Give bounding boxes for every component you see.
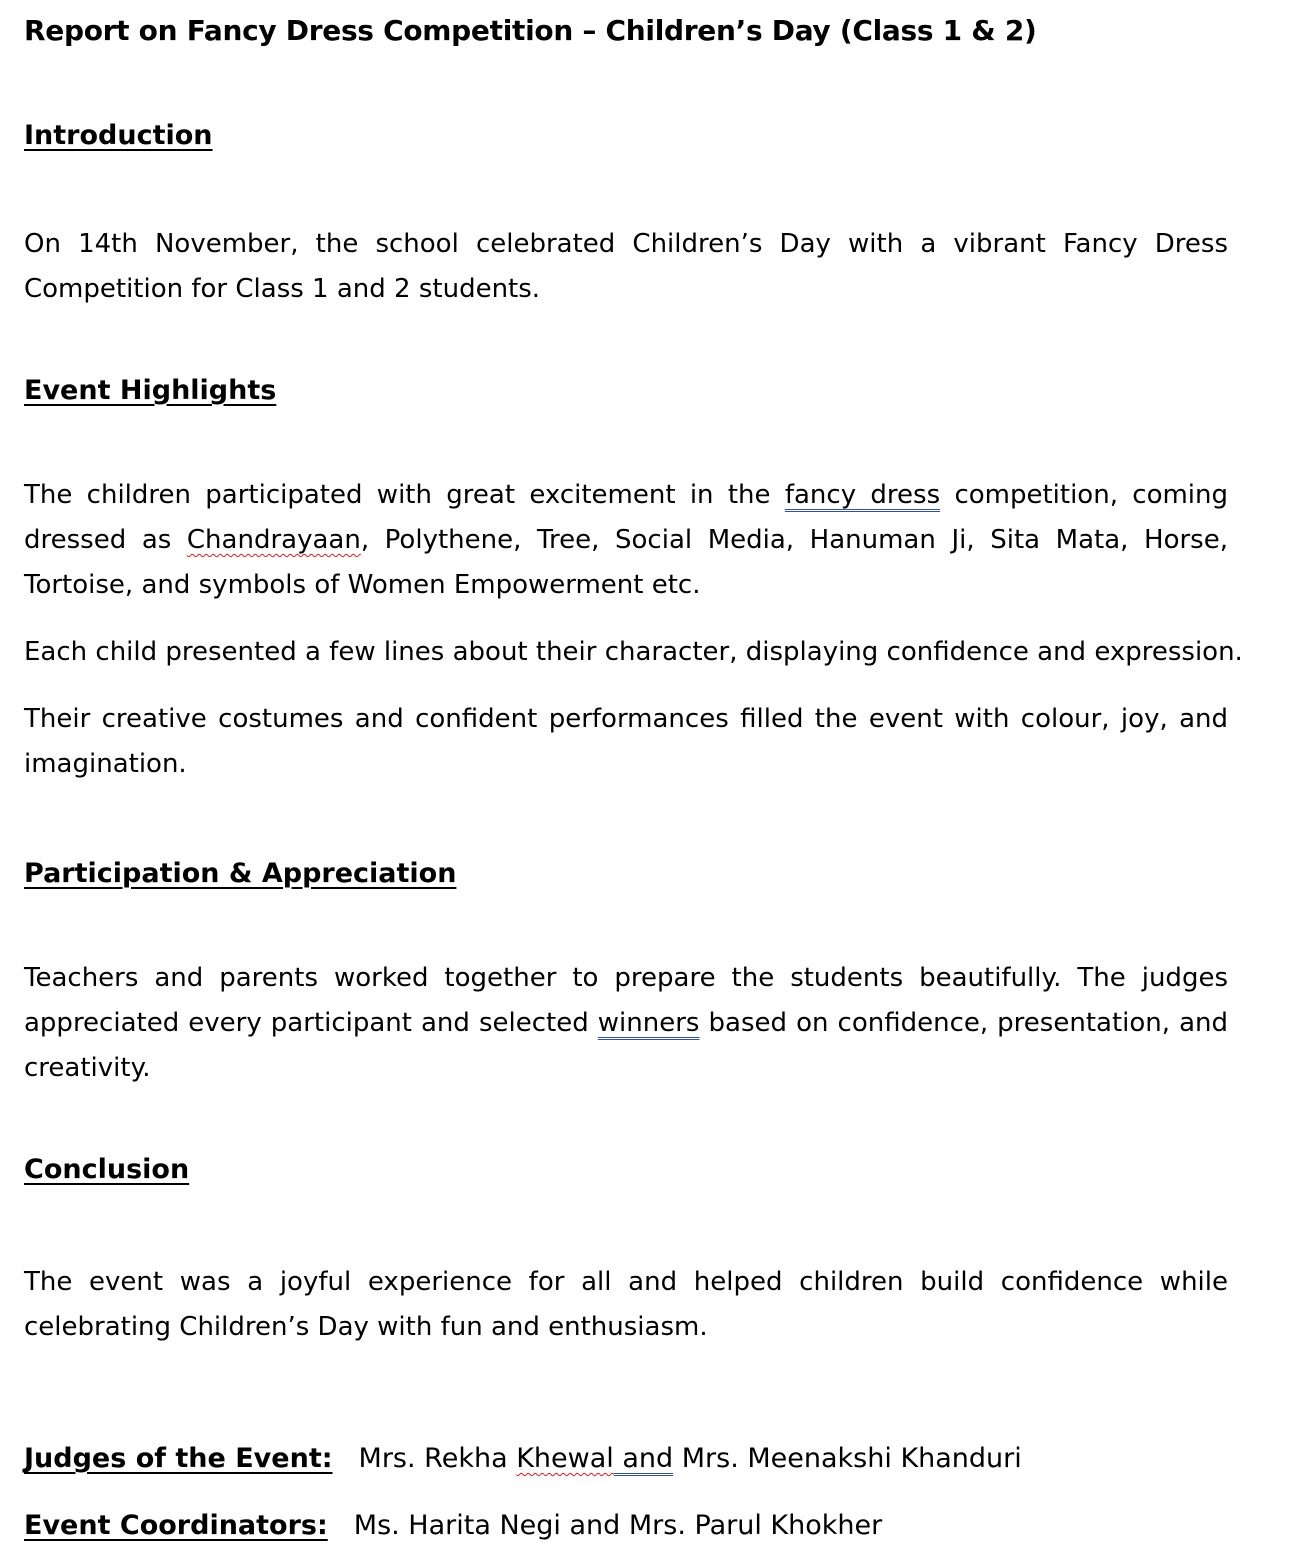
judges-value: [359, 1443, 1022, 1474]
coordinators-line: [24, 1510, 882, 1541]
participation-paragraph: [24, 956, 1228, 1091]
grammar-flag-winners[interactable]: winners: [597, 1008, 700, 1038]
introduction-paragraph: On 14th November, the school celebrated Children’s Day with a vibrant Fancy Dress Competition for Class 1 and 2 students.: [24, 229, 1228, 304]
conclusion-heading: Conclusion: [24, 1154, 190, 1185]
highlights-p1-text-b: competition, coming dressed as: [24, 480, 1229, 555]
highlights-paragraph-1: [24, 473, 1228, 608]
judges-text-a: Mrs. Rekha: [358, 1443, 517, 1474]
highlights-paragraph-3: Their creative costumes and confident performances filled the event with colour, joy, and imagination.: [24, 704, 1228, 779]
report-title: Report on Fancy Dress Competition – Children’s Day (Class 1 & 2): [24, 14, 1037, 47]
highlights-paragraph-2: Each child presented a few lines about their character, displaying confidence and expression.: [24, 637, 1243, 667]
event-highlights-heading: Event Highlights: [24, 375, 277, 406]
coordinators-label: Event Coordinators:: [24, 1510, 328, 1541]
introduction-heading: Introduction: [24, 120, 213, 151]
participation-heading: Participation & Appreciation: [24, 858, 457, 889]
grammar-flag-fancy-dress[interactable]: fancy dress: [784, 480, 941, 510]
judges-label: Judges of the Event:: [24, 1443, 333, 1474]
coordinators-value: Ms. Harita Negi and Mrs. Parul Khokher: [353, 1510, 883, 1541]
conclusion-paragraph: The event was a joyful experience for all and helped children build confidence while celebrating Children’s Day with fun and enthusiasm.: [24, 1267, 1228, 1342]
participation-text-a: Teachers and parents worked together to prepare the students beautifully. The judges appreciated every participant and selected: [24, 963, 1228, 1038]
spelling-flag-chandrayaan[interactable]: Chandrayaan: [186, 525, 361, 555]
judges-line: [24, 1443, 1022, 1474]
spelling-flag-khewal[interactable]: Khewal: [516, 1443, 614, 1474]
judges-text-b: Mrs. Meenakshi Khanduri: [673, 1443, 1022, 1474]
participation-text-b: based on confidence, presentation, and creativity.: [24, 1008, 1228, 1083]
highlights-p1-text-c: , Polythene, Tree, Social Media, Hanuman Ji, Sita Mata, Horse, Tortoise, and symbols of Women Empowerment etc.: [24, 525, 1228, 600]
grammar-flag-and[interactable]: and: [613, 1443, 674, 1474]
highlights-p1-text-a: The children participated with great excitement in the: [24, 480, 785, 510]
